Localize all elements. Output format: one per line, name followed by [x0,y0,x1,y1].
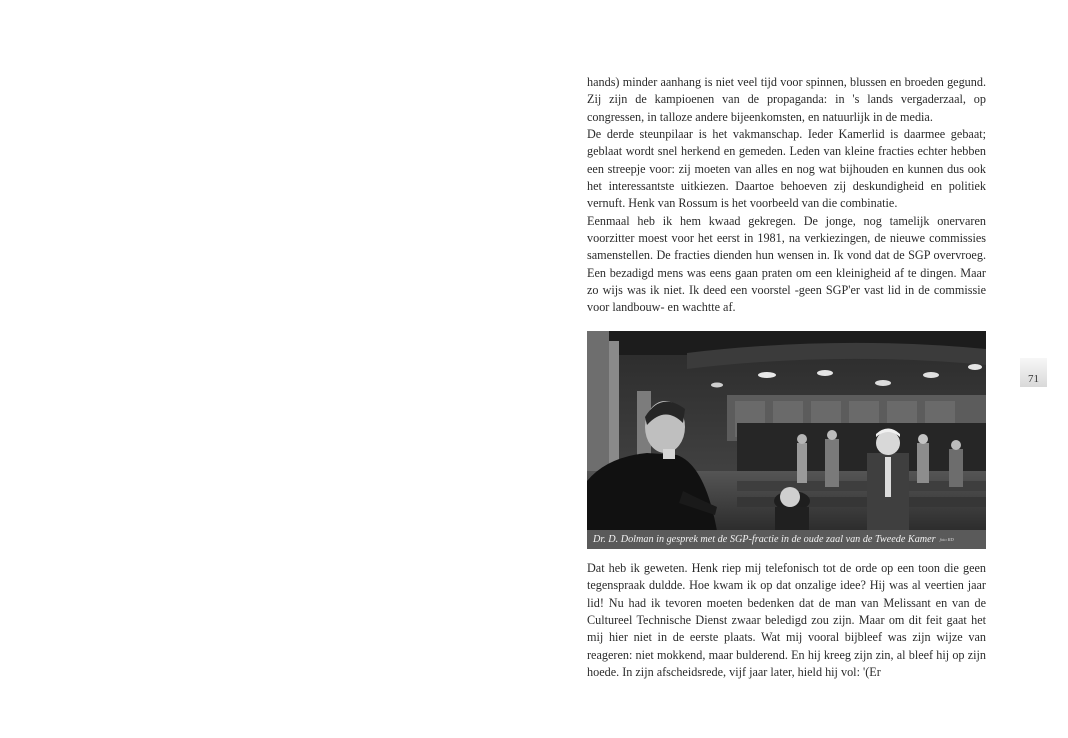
paragraph: Dat heb ik geweten. Henk riep mij telefonisch tot de orde op een toon die geen tegenspraak duldde. Hoe kwam ik op dat onzalige idee? Hij was al veertien jaar lid! Nu had ik tevoren moeten bedenken dat de man van Melissant en van de Cultureel Technische Dienst zwaar beledigd zou zijn. Maar om dit feit gaat het mij hier niet in de eerste plaats. Wat mij vooral bijbleef was zijn wijze van reageren: niet mokkend, maar bulderend. En hij kreeg zijn zin, al bleef hij op zijn hoede. In zijn afscheidsrede, vijf jaar later, hield hij vol: '(Er [587,561,986,680]
paragraph: Eenmaal heb ik hem kwaad gekregen. De jonge, nog tamelijk onervaren voorzitter moest voor het eerst in 1981, na verkiezingen, de nieuwe commissies samenstellen. De fracties dienden hun wensen in. Ik vond dat de SGP overvroeg. Een bezadigd mens was eens gaan praten om een kleinigheid af te dingen. Maar zo wijs was ik niet. Ik deed een voorstel -geen SGP'er vast lid in de commissie voor landbouw- en wachtte af. [587,213,986,315]
photo-caption: Dr. D. Dolman in gesprek met de SGP-fractie in de oude zaal van de Tweede Kamer [593,534,936,545]
photo-credit: foto RD [939,537,954,542]
photo-figure [587,331,986,549]
parliament-photo [587,331,986,531]
page-number-tab [1020,358,1047,387]
page-number: 71 [1028,373,1039,385]
body-text-bottom [587,560,986,681]
photo-caption-bar [587,530,986,549]
paragraph: De derde steunpilaar is het vakmanschap. Ieder Kamerlid is daarmee gebaat; geblaat wordt snel herkend en gemeden. Leden van kleine fracties echter hebben een streepje voor: zij moeten van alles en nog wat bijhouden en kunnen dus ook het interessantste uitkiezen. Daartoe behoeven zij deskundigheid en politiek vernuft. Henk van Rossum is het voorbeeld van die combinatie. [587,127,986,211]
body-text-top [587,74,986,317]
paragraph: hands) minder aanhang is niet veel tijd voor spinnen, blussen en broeden gegund. Zij zijn de kampioenen van de propaganda: in 's lands vergaderzaal, op congressen, in talloze andere bijeenkomsten, en natuurlijk in de media. [587,75,986,124]
